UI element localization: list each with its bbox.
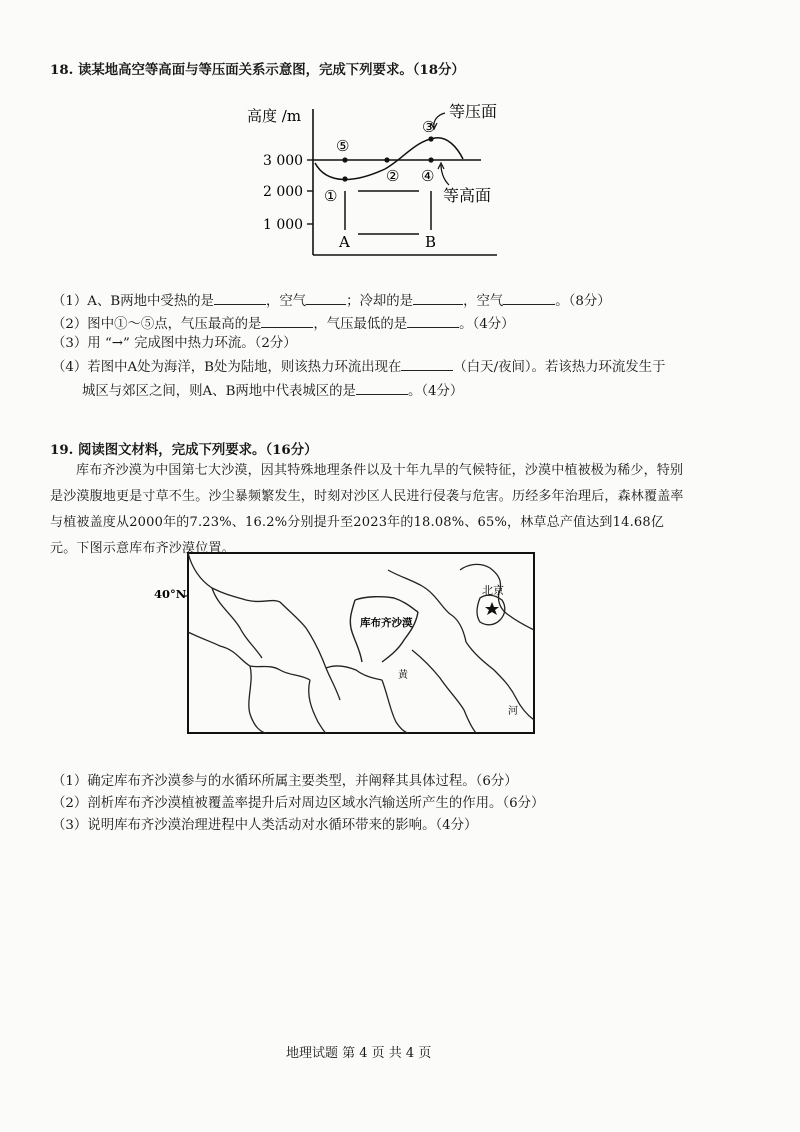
blank-air-heated[interactable] (306, 290, 346, 305)
page-footer: 地理试题 第 4 页 共 4 页 (286, 1046, 432, 1061)
y-axis-label: 高度 /m (247, 107, 302, 125)
blank-air-cooled[interactable] (503, 290, 555, 305)
river-label-1: 黄 (398, 670, 408, 681)
blank-highest-pressure[interactable] (261, 313, 313, 328)
beijing-label: 北京 (482, 584, 504, 597)
point-2: ② (386, 167, 400, 185)
pressure-diagram (235, 95, 525, 270)
point-3: ③ (422, 118, 436, 136)
ground-b: B (425, 233, 437, 251)
blank-heated[interactable] (214, 290, 266, 305)
blank-city-area[interactable] (356, 380, 408, 395)
q19-title: 19. 阅读图文材料，完成下列要求。（16分） (50, 442, 318, 458)
blank-lowest-pressure[interactable] (407, 313, 459, 328)
point-4: ④ (421, 167, 435, 185)
tick-1000: 1 000 (263, 217, 304, 233)
label-contour: 等高面 (443, 186, 492, 205)
ground-a: A (339, 233, 350, 251)
q18-sub4-cont: 城区与郊区之间，则A、B两地中代表城区的是 。（4分） (82, 380, 463, 402)
q19-sub2: （2）剖析库布齐沙漠植被覆盖率提升后对周边区域水汽输送所产生的作用。（6分） (52, 796, 545, 811)
tick-3000: 3 000 (263, 153, 304, 169)
desert-label: 库布齐沙漠 (360, 617, 413, 629)
q19-material: 库布齐沙漠为中国第七大沙漠，因其特殊地理条件以及十年九旱的气候特征，沙漠中植被极为稀少，特别是沙漠腹地更是寸草不生。沙尘暴频繁发生，时刻对沙区人民进行侵袭与危害。历经多年治理后，森林覆盖率与植被盖度从2000年的7.23%、16.2%分别提升至2023年的18.08%、65%，林草总产值达到14.68亿元。下图示意库布齐沙漠位置。 (50, 463, 684, 556)
q18-sub3: （3）用 “→” 完成图中热力环流。（2分） (52, 336, 297, 351)
q19-sub3: （3）说明库布齐沙漠治理进程中人类活动对水循环带来的影响。（4分） (52, 818, 478, 833)
q18-sub4: （4）若图中A处为海洋，B处为陆地，则该热力环流出现在 （白天/夜间）。若该热力环流发生于 (52, 356, 665, 378)
blank-day-night[interactable] (401, 356, 453, 371)
q18-sub1: （1）A、B两地中受热的是 ，空气 ；冷却的是 ，空气 。（8分） (52, 290, 611, 312)
latitude-label: 40°N (154, 587, 187, 601)
point-1: ① (324, 187, 338, 205)
blank-cooled[interactable] (413, 290, 463, 305)
point-5: ⑤ (336, 137, 350, 155)
q18-title: 18. 读某地高空等高面与等压面关系示意图，完成下列要求。（18分） (50, 62, 465, 78)
label-isobaric: 等压面 (449, 102, 498, 121)
kubuqi-location-map (150, 550, 550, 740)
q19-sub1: （1）确定库布齐沙漠参与的水循环所属主要类型，并阐释其具体过程。（6分） (52, 774, 518, 789)
tick-2000: 2 000 (263, 184, 304, 200)
q18-sub2: （2）图中①～⑤点，气压最高的是 ，气压最低的是 。（4分） (52, 313, 515, 335)
river-label-2: 河 (508, 706, 518, 717)
